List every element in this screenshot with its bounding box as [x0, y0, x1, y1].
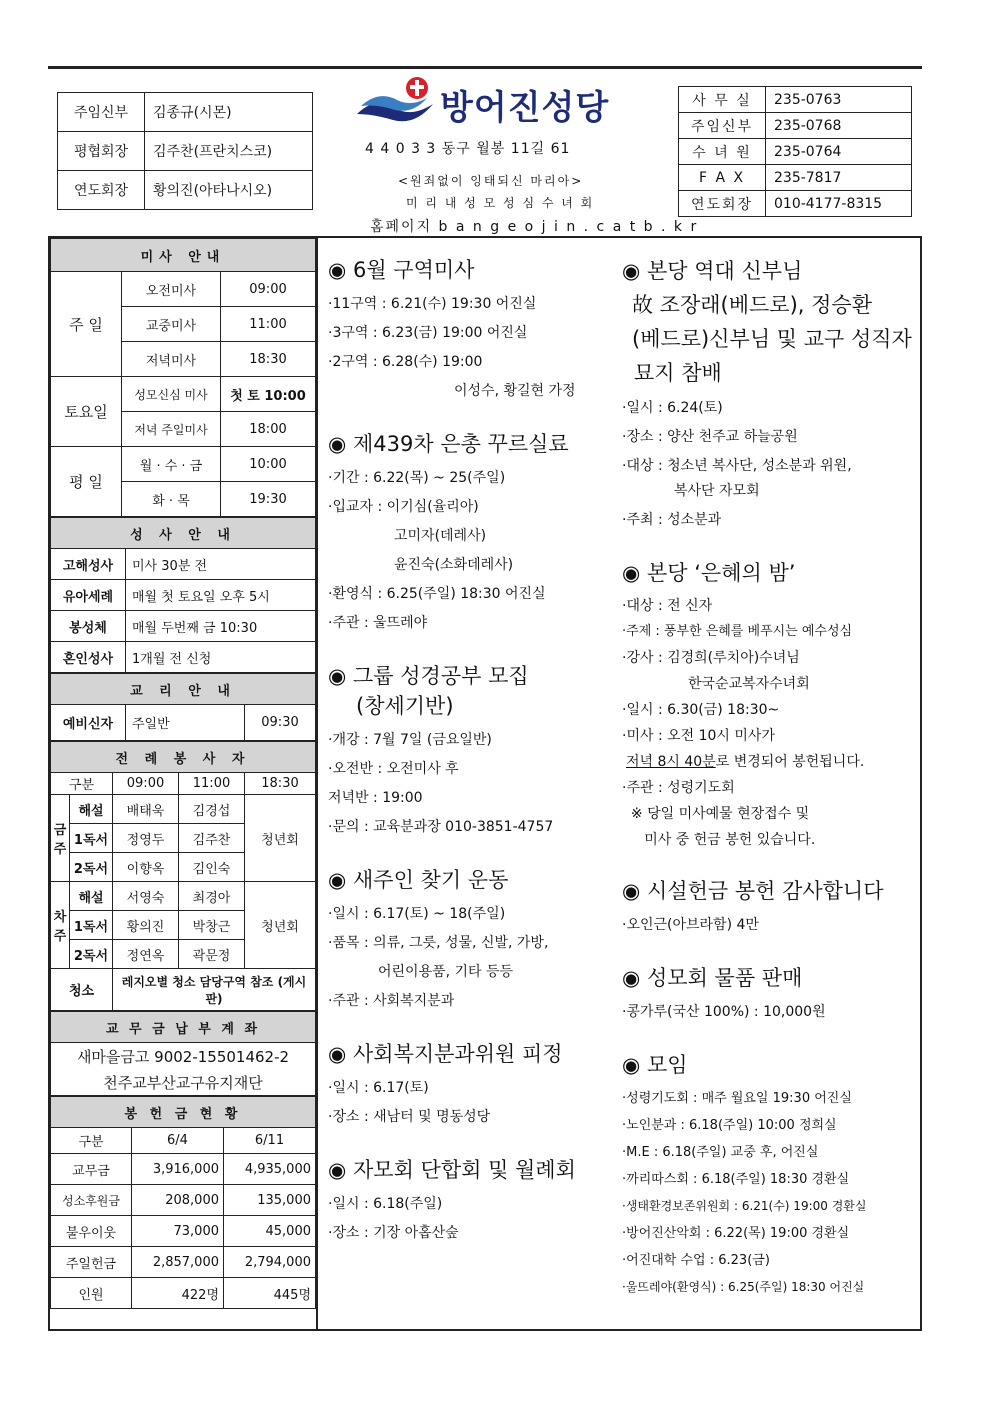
sacrament-value: 매월 첫 토요일 오후 5시	[126, 580, 316, 611]
meetings-section	[622, 1049, 922, 1301]
mass-time: 18:30	[221, 342, 316, 377]
section-line: ·품목 : 의류, 그릇, 성물, 신발, 가방,	[328, 935, 549, 951]
section-line: ·오전반 : 오전미사 후	[328, 761, 459, 777]
section-line: ·일시 : 6.17(토)	[328, 1080, 429, 1096]
liturgy-person: 최경아	[179, 882, 245, 911]
liturgy-youth: 청년회	[245, 882, 316, 969]
offering-value: 208,000	[132, 1185, 224, 1216]
section-line: ·강사 : 김경희(루치아)수녀님	[622, 650, 800, 666]
section-line: ·대상 : 청소년 복사단, 성소분과 위원,	[622, 458, 852, 474]
offering-value: 135,000	[224, 1185, 316, 1216]
section-line: ·일시 : 6.17(토) ~ 18(주일)	[328, 906, 506, 922]
sacrament-value: 1개월 전 신청	[126, 642, 316, 673]
offering-header: 구분	[51, 1128, 132, 1154]
contact-label: F A X	[679, 165, 766, 191]
mass-time: 첫 토 10:00	[221, 377, 316, 412]
section-title: ◉ 본당 ‘은혜의 밤’	[622, 561, 796, 585]
section-line: ·주관 : 성령기도회	[622, 780, 735, 796]
offering-name: 주일헌금	[51, 1247, 132, 1278]
liturgy-title: 전 례 봉 사 자	[51, 742, 316, 773]
offering-header: 6/11	[224, 1128, 316, 1154]
section-line: ·오인근(아브라함) 4만	[622, 917, 759, 933]
contact-row	[679, 113, 912, 139]
weekday-label: 평 일	[51, 447, 122, 517]
catechism-time: 09:30	[245, 705, 316, 741]
facility-offering-section	[622, 875, 922, 940]
liturgy-role: 1독서	[70, 911, 113, 940]
offering-name: 성소후원금	[51, 1185, 132, 1216]
underlined-time: 저녁 8시 40분	[626, 754, 716, 770]
section-line: 윤진숙(소화데레사)	[394, 557, 514, 573]
liturgy-person: 서영숙	[113, 882, 179, 911]
section-line: ·일시 : 6.30(금) 18:30~	[622, 702, 780, 718]
section-line: 복사단 자모회	[674, 483, 760, 499]
section-line: ·3구역 : 6.23(금) 19:00 어진실	[328, 325, 528, 341]
offering-value: 422명	[132, 1278, 224, 1309]
contact-row	[679, 191, 912, 217]
section-line: ·울뜨레야(환영식) : 6.25(주일) 18:30 어진실	[622, 1280, 865, 1294]
liturgy-header: 11:00	[179, 773, 245, 795]
section-title: ◉ 제439차 은총 꾸르실료	[328, 432, 569, 456]
liturgy-person: 김경섭	[179, 795, 245, 824]
bulletin-body	[48, 236, 922, 1331]
mass-name: 화 · 목	[122, 482, 221, 517]
sacrament-value: 매월 두번째 금 10:30	[126, 611, 316, 642]
grace-night-section	[622, 557, 922, 853]
contact-label: 연도회장	[679, 191, 766, 217]
liturgy-role: 2독서	[70, 853, 113, 882]
contact-phone: 010-4177-8315	[766, 191, 912, 217]
account-title: 교 무 금 납 부 계 좌	[51, 1012, 316, 1043]
offering-name: 인원	[51, 1278, 132, 1309]
liturgy-header: 18:30	[245, 773, 316, 795]
section-line: ·개강 : 7월 7일 (금요일반)	[328, 732, 492, 748]
contact-row	[679, 87, 912, 113]
next-week-label: 차주	[51, 882, 70, 969]
offering-table	[50, 1096, 316, 1309]
liturgy-table	[50, 741, 316, 1011]
section-title: ◉ 사회복지분과위원 피정	[328, 1042, 563, 1066]
mass-name: 저녁미사	[122, 342, 221, 377]
staff-name: 황의진(아타나시오)	[145, 171, 313, 210]
sunday-label: 주 일	[51, 272, 122, 377]
account-number: 새마을금고 9002-15501462-2	[51, 1043, 316, 1070]
liturgy-person: 김인숙	[179, 853, 245, 882]
contact-phone: 235-0764	[766, 139, 912, 165]
contact-label: 사 무 실	[679, 87, 766, 113]
section-line: ·주최 : 성소분과	[622, 512, 722, 528]
mass-time: 09:00	[221, 272, 316, 307]
staff-name: 김주찬(프란치스코)	[145, 132, 313, 171]
liturgy-role: 해설	[70, 882, 113, 911]
liturgy-header: 구분	[51, 773, 113, 795]
section-line: ·생태환경보존위원회 : 6.21(수) 19:00 경환실	[622, 1199, 867, 1213]
catechism-value: 주일반	[126, 705, 245, 741]
offering-name: 불우이웃	[51, 1216, 132, 1247]
section-text: 로 변경되어 봉헌됩니다.	[715, 754, 865, 770]
offering-value: 73,000	[132, 1216, 224, 1247]
section-title: ◉ 성모회 물품 판매	[622, 966, 803, 990]
order-name: 미 리 내 성 모 성 심 수 녀 회	[406, 196, 595, 210]
sacrament-name: 고해성사	[51, 549, 126, 580]
left-column	[50, 238, 318, 1329]
section-line: ·일시 : 6.18(주일)	[328, 1196, 443, 1212]
cleaning-text: 레지오별 청소 담당구역 참조 (게시판)	[113, 969, 316, 1011]
bible-study-section	[328, 660, 618, 842]
section-title: ◉ 그룹 성경공부 모집	[328, 664, 529, 688]
right-column	[622, 254, 922, 1323]
section-line: ·방어진산악회 : 6.22(목) 19:00 경환실	[622, 1226, 850, 1241]
offering-title: 봉 헌 금 현 황	[51, 1097, 316, 1128]
section-line: ·장소 : 새남터 및 명동성당	[328, 1109, 491, 1125]
section-title: 故 조장래(베드로), 정승환	[632, 293, 872, 317]
staff-role: 평협회장	[58, 132, 145, 171]
section-line: ·주관 : 울뜨레야	[328, 615, 428, 631]
contact-row	[679, 165, 912, 191]
offering-header: 6/4	[132, 1128, 224, 1154]
section-line: ·11구역 : 6.21(수) 19:30 어진실	[328, 296, 537, 312]
liturgy-role: 1독서	[70, 824, 113, 853]
mass-time: 11:00	[221, 307, 316, 342]
mass-time: 18:00	[221, 412, 316, 447]
section-title: ◉ 모임	[622, 1053, 688, 1077]
section-line: ·까리따스회 : 6.18(주일) 18:30 경환실	[622, 1172, 850, 1187]
section-line: ·성령기도회 : 매주 월요일 19:30 어진실	[622, 1091, 852, 1106]
sale-section	[622, 962, 922, 1027]
sacrament-name: 혼인성사	[51, 642, 126, 673]
mass-name: 교중미사	[122, 307, 221, 342]
section-line: ·어진대학 수업 : 6.23(금)	[622, 1253, 770, 1268]
staff-name: 김종규(시몬)	[145, 93, 313, 132]
section-line: ·대상 : 전 신자	[622, 598, 713, 614]
mass-title: 미사 안내	[51, 239, 316, 272]
contacts-table	[678, 86, 912, 217]
top-rule	[48, 66, 922, 69]
church-logo-icon	[355, 74, 435, 130]
section-line: ·기간 : 6.22(목) ~ 25(주일)	[328, 470, 506, 486]
staff-row	[58, 171, 313, 210]
section-line	[622, 749, 922, 775]
offering-value: 45,000	[224, 1216, 316, 1247]
section-title: (창세기반)	[356, 694, 454, 718]
cursillo-section	[328, 428, 618, 638]
contact-label: 수 녀 원	[679, 139, 766, 165]
staff-role: 주임신부	[58, 93, 145, 132]
liturgy-role: 2독서	[70, 940, 113, 969]
liturgy-youth: 청년회	[245, 795, 316, 882]
motto: <원죄없이 잉태되신 마리아>	[398, 174, 584, 188]
liturgy-header: 09:00	[113, 773, 179, 795]
section-line: 이성수, 황길현 가정	[454, 383, 576, 399]
saturday-label: 토요일	[51, 377, 122, 447]
sacrament-value: 미사 30분 전	[126, 549, 316, 580]
liturgy-person: 정연옥	[113, 940, 179, 969]
staff-role: 연도회장	[58, 171, 145, 210]
cleaning-label: 청소	[51, 969, 113, 1011]
section-title: 묘지 참배	[634, 361, 722, 385]
section-line: ·미사 : 오전 10시 미사가	[622, 728, 775, 744]
section-line: 어린이용품, 기타 등등	[378, 964, 514, 980]
mass-name: 저녁 주일미사	[122, 412, 221, 447]
section-line: ·입교자 : 이기심(율리아)	[328, 499, 479, 515]
sacrament-name: 봉성체	[51, 611, 126, 642]
staff-table	[57, 92, 313, 210]
liturgy-role: 해설	[70, 795, 113, 824]
section-line: ·환영식 : 6.25(주일) 18:30 어진실	[328, 586, 546, 602]
offering-value: 445명	[224, 1278, 316, 1309]
liturgy-person: 정영두	[113, 824, 179, 853]
contact-phone: 235-0768	[766, 113, 912, 139]
church-name: 방어진성당	[440, 88, 610, 128]
liturgy-person: 박창근	[179, 911, 245, 940]
offering-value: 4,935,000	[224, 1154, 316, 1185]
catechism-title: 교 리 안 내	[51, 674, 316, 705]
mass-time: 10:00	[221, 447, 316, 482]
contact-row	[679, 139, 912, 165]
church-address: 4 4 0 3 3 동구 월봉 11길 61	[365, 141, 571, 157]
staff-row	[58, 93, 313, 132]
catechism-table	[50, 673, 316, 741]
priest-tomb-section	[622, 254, 922, 535]
offering-value: 3,916,000	[132, 1154, 224, 1185]
section-title: ◉ 6월 구역미사	[328, 258, 475, 282]
section-line: ※ 당일 미사예물 현장접수 및	[622, 806, 810, 822]
section-line: ·노인분과 : 6.18(주일) 10:00 정희실	[622, 1118, 837, 1133]
liturgy-person: 배태욱	[113, 795, 179, 824]
liturgy-person: 이향옥	[113, 853, 179, 882]
section-line: ·M.E : 6.18(주일) 교중 후, 어진실	[622, 1145, 819, 1160]
mass-time: 19:30	[221, 482, 316, 517]
liturgy-person: 김주찬	[179, 824, 245, 853]
offering-value: 2,857,000	[132, 1247, 224, 1278]
section-line: ·주관 : 사회복지분과	[328, 993, 455, 1009]
mass-name: 성모신심 미사	[122, 377, 221, 412]
mass-name: 월 · 수 · 금	[122, 447, 221, 482]
offering-value: 2,794,000	[224, 1247, 316, 1278]
section-line: ·콩가루(국산 100%) : 10,000원	[622, 1004, 826, 1020]
new-owner-section	[328, 864, 618, 1016]
section-line: ·주제 : 풍부한 은혜를 베푸시는 예수성심	[622, 624, 853, 639]
mass-table	[50, 238, 316, 517]
section-line: 저녁반 : 19:00	[328, 790, 423, 806]
contact-phone: 235-0763	[766, 87, 912, 113]
section-line: ·문의 : 교육분과장 010-3851-4757	[328, 819, 554, 835]
sacrament-title: 성 사 안 내	[51, 518, 316, 549]
district-mass-section	[328, 254, 618, 406]
mass-name: 오전미사	[122, 272, 221, 307]
staff-row	[58, 132, 313, 171]
homepage: 홈페이지 b a n g e o j i n . c a t b . k r	[370, 219, 699, 235]
sacrament-name: 유아세례	[51, 580, 126, 611]
this-week-label: 금주	[51, 795, 70, 882]
section-line: 고미자(데레사)	[394, 528, 487, 544]
section-line: ·2구역 : 6.28(수) 19:00	[328, 354, 483, 370]
section-title: (베드로)신부님 및 교구 성직자	[632, 327, 912, 351]
section-title: ◉ 본당 역대 신부님	[622, 259, 803, 283]
section-line: 미사 중 헌금 봉헌 있습니다.	[622, 832, 816, 848]
liturgy-person: 곽문정	[179, 940, 245, 969]
mothers-meeting-section	[328, 1154, 618, 1248]
section-line: ·장소 : 양산 천주교 하늘공원	[622, 429, 798, 445]
catechism-name: 예비신자	[51, 705, 126, 741]
contact-label: 주임신부	[679, 113, 766, 139]
account-table	[50, 1011, 316, 1096]
liturgy-person: 황의진	[113, 911, 179, 940]
offering-name: 교무금	[51, 1154, 132, 1185]
section-line: 한국순교복자수녀회	[688, 676, 810, 692]
account-owner: 천주교부산교구유지재단	[51, 1069, 316, 1096]
sacrament-table	[50, 517, 316, 673]
section-line: ·장소 : 기장 아홉산숲	[328, 1225, 459, 1241]
section-title: ◉ 시설헌금 봉헌 감사합니다	[622, 879, 884, 903]
section-title: ◉ 새주인 찾기 운동	[328, 868, 509, 892]
section-title: ◉ 자모회 단합회 및 월례회	[328, 1158, 576, 1182]
section-line: ·일시 : 6.24(토)	[622, 400, 723, 416]
middle-column	[328, 254, 618, 1270]
contact-phone: 235-7817	[766, 165, 912, 191]
welfare-retreat-section	[328, 1038, 618, 1132]
